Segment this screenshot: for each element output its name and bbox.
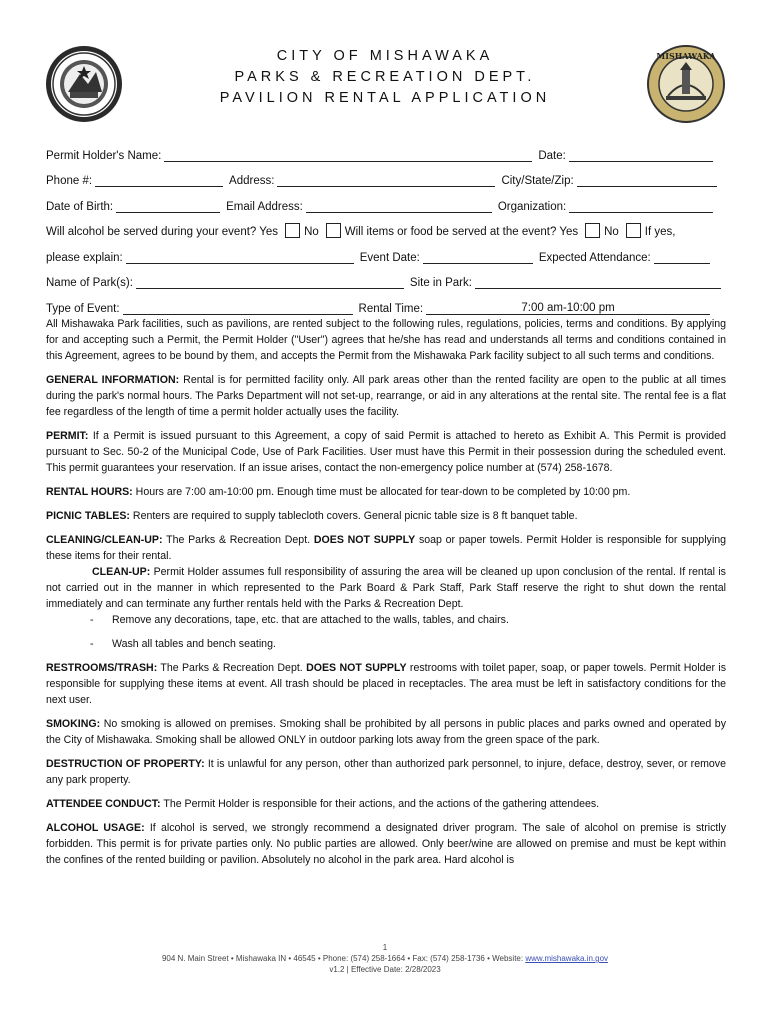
bullet-item-1: [46, 612, 726, 628]
permit-holder-field[interactable]: [164, 147, 532, 162]
bullet-dash: -: [90, 614, 94, 626]
destruction-heading: DESTRUCTION OF PROPERTY:: [46, 758, 205, 770]
alcohol-no-label: No: [304, 226, 319, 238]
general-info-heading: GENERAL INFORMATION:: [46, 374, 180, 386]
alcohol-section: [46, 820, 726, 868]
food-yes-checkbox[interactable]: [585, 223, 600, 238]
alcohol-heading: ALCOHOL USAGE:: [46, 822, 145, 834]
explain-label: please explain:: [46, 251, 123, 264]
event-type-field[interactable]: [123, 300, 353, 315]
alcohol-yes-checkbox[interactable]: [285, 223, 300, 238]
permit-holder-label: Permit Holder's Name:: [46, 149, 162, 162]
picnic-text: Renters are required to supply tablecloth covers. General picnic table size is 8 ft banquet table.: [132, 510, 578, 522]
phone-field[interactable]: [95, 172, 223, 187]
seal-text: MISHAWAKA: [656, 51, 716, 61]
attendee-section: [46, 796, 726, 812]
rental-time-value: 7:00 am-10:00 pm: [521, 301, 615, 314]
title-city: CITY OF MISHAWAKA: [276, 48, 494, 64]
website-link[interactable]: www.mishawaka.in.gov: [525, 954, 609, 963]
intro-paragraph: All Mishawaka Park facilities, such as pavilions, are rented subject to the following rules, regulations, policies, terms and conditions. By applying for and accepting such a Permit, the Permit Holder ("User") agrees that he/she has read and understands all terms and conditions contained in this Agreement, agrees to be bound by them, and accepts the Permit from the Mishawaka Park facility subject to all such terms and conditions.: [46, 318, 726, 362]
rental-time-field[interactable]: [426, 300, 710, 315]
rental-hours-text: Hours are 7:00 am-10:00 pm. Enough time must be allocated for tear-down to be completed by 10:00 pm.: [135, 486, 631, 498]
header: [40, 40, 730, 130]
bullet-item-2: [46, 636, 726, 652]
food-no-label: No: [604, 226, 619, 238]
terms-body: [46, 316, 726, 876]
rental-time-label: Rental Time:: [358, 302, 424, 315]
attendance-label: Expected Attendance:: [538, 251, 651, 264]
destruction-section: [46, 756, 726, 788]
permit-heading: PERMIT:: [46, 430, 89, 442]
permit-text: If a Permit is issued pursuant to this Agreement, a copy of said Permit is attached to hereto as Exhibit A. This Permit is provided pursuant to Sec. 50-2 of the Municipal Code, Use of Park Facilities. User must have this Permit in their possession during the scheduled event. This permit guarantees your reservation. If an issue arises, contact the non-emergency police number at (574) 258-1678.: [46, 430, 726, 474]
smoking-heading: SMOKING:: [46, 718, 101, 730]
general-info-section: [46, 372, 726, 420]
page-footer: [0, 942, 770, 975]
cleaning-heading: CLEANING/CLEAN-UP:: [46, 534, 163, 546]
event-type-label: Type of Event:: [46, 302, 120, 315]
park-name-label: Name of Park(s):: [46, 277, 133, 289]
email-label: Email Address:: [226, 200, 303, 213]
cleanup-text: Permit Holder assumes full responsibility of assuring the area will be cleaned up upon conclusion of the rental. If rental is not carried out in the manner in which represented to the Park Board & Park Staff, Park Staff reserve the right to shut down the rental immediately and can terminate any further rentals held with the Parks & Recreation Dept.: [46, 566, 726, 610]
alcohol-text: If alcohol is served, we strongly recommend a designated driver program. The sale of alcohol on premise is strictly forbidden. This permit is for private parties only. No public parties are allowed. Only beer/wine are allowed on premise and must be kept within the confines of the rented building or pavilion. Absolutely no alcohol in the park area. Hard alcohol is: [46, 822, 727, 866]
organization-label: Organization:: [497, 200, 567, 213]
smoking-text: No smoking is allowed on premises. Smoking shall be prohibited by all persons in public places and parks owned and operated by the City of Mishawaka. Smoking shall be allowed ONLY in outdoor parking lots away from the green space of the park.: [46, 718, 726, 746]
attendance-field[interactable]: [654, 249, 710, 264]
bullet-text-2: Wash all tables and bench seating.: [112, 638, 276, 650]
title-department: PARKS & RECREATION DEPT.: [234, 69, 536, 85]
if-yes-label: If yes,: [644, 226, 676, 238]
picnic-section: [46, 508, 726, 524]
form-row-questions: [46, 213, 726, 239]
phone-label: Phone #:: [46, 175, 93, 187]
cleaning-text-a: The Parks & Recreation Dept.: [166, 534, 311, 546]
page-number: 1: [382, 943, 388, 952]
city-state-zip-label: City/State/Zip:: [501, 175, 574, 187]
organization-field[interactable]: [569, 198, 713, 213]
cleanup-heading: CLEAN-UP:: [92, 566, 151, 578]
food-question: Will items or food be served at the event? Yes: [344, 226, 579, 238]
restrooms-text-a: The Parks & Recreation Dept.: [160, 662, 303, 674]
form-row-name: [46, 136, 726, 162]
title-application: PAVILION RENTAL APPLICATION: [219, 90, 551, 106]
general-info-text: Rental is for permitted facility only. All park areas other than the rented facility are open to the public at all times during the park's normal hours. The Parks Department will not set-up, rearrange, or aid in any alterations at the rental site. The rental fee is a flat fee regardless of the length of time a permit holder actually uses the facility.: [46, 374, 726, 418]
site-field[interactable]: [475, 274, 721, 289]
footer-address: 904 N. Main Street • Mishawaka IN • 46545 • Phone: (574) 258-1664 • Fax: (574) 258-1736 • Website:: [161, 954, 524, 963]
footer-version: v1.2 | Effective Date: 2/28/2023: [329, 965, 441, 974]
food-no-checkbox[interactable]: [626, 223, 641, 238]
cleanup-section: [46, 564, 726, 612]
dob-field[interactable]: [116, 198, 220, 213]
permit-section: [46, 428, 726, 476]
form-row-contact: [46, 162, 726, 188]
event-date-label: Event Date:: [359, 251, 420, 264]
restrooms-emphasis: DOES NOT SUPPLY: [306, 662, 407, 674]
cleaning-text-c: soap or paper towels. Permit Holder is responsible for supplying these items for their rental.: [46, 534, 726, 562]
attendee-heading: ATTENDEE CONDUCT:: [46, 798, 161, 810]
application-form: [46, 136, 726, 315]
explain-field[interactable]: [126, 249, 354, 264]
rental-hours-section: [46, 484, 726, 500]
city-seal-logo: [44, 44, 124, 124]
form-row-event: [46, 289, 726, 315]
cleaning-section: [46, 532, 726, 564]
bullet-dash: -: [90, 638, 94, 650]
park-name-field[interactable]: [136, 274, 404, 289]
site-label: Site in Park:: [409, 277, 472, 289]
destruction-text: It is unlawful for any person, other than authorized park personnel, to injure, deface, destroy, sever, or remove any park property.: [46, 758, 726, 786]
document-title: [140, 46, 630, 109]
event-date-field[interactable]: [423, 249, 533, 264]
alcohol-question: Will alcohol be served during your event? Yes: [46, 226, 279, 238]
restrooms-text-c: restrooms with toilet paper, soap, or paper towels. Permit Holder is responsible for supplying these items at event. All trash should be placed in receptacles. The area must be left in satisfactory conditions for the next user.: [46, 662, 726, 706]
date-label: Date:: [538, 149, 566, 162]
attendee-text: The Permit Holder is responsible for their actions, and the actions of the gathering attendees.: [163, 798, 600, 810]
footer-address-line: [0, 953, 770, 964]
address-label: Address:: [229, 175, 275, 187]
bullet-text-1: Remove any decorations, tape, etc. that are attached to the walls, tables, and chairs.: [112, 614, 509, 626]
rental-hours-heading: RENTAL HOURS:: [46, 486, 133, 498]
cleaning-emphasis: DOES NOT SUPPLY: [313, 534, 416, 546]
form-row-personal: [46, 187, 726, 213]
email-field[interactable]: [306, 198, 492, 213]
address-field[interactable]: [277, 172, 495, 187]
smoking-section: [46, 716, 726, 748]
form-row-explain: [46, 238, 726, 264]
mishawaka-parks-seal-logo: [646, 44, 726, 124]
dob-label: Date of Birth:: [46, 200, 114, 213]
city-state-zip-field[interactable]: [577, 172, 717, 187]
restrooms-section: [46, 660, 726, 708]
picnic-heading: PICNIC TABLES:: [46, 510, 130, 522]
restrooms-heading: RESTROOMS/TRASH:: [46, 662, 158, 674]
alcohol-no-checkbox[interactable]: [326, 223, 341, 238]
form-row-park: [46, 264, 726, 290]
date-field[interactable]: [569, 147, 713, 162]
